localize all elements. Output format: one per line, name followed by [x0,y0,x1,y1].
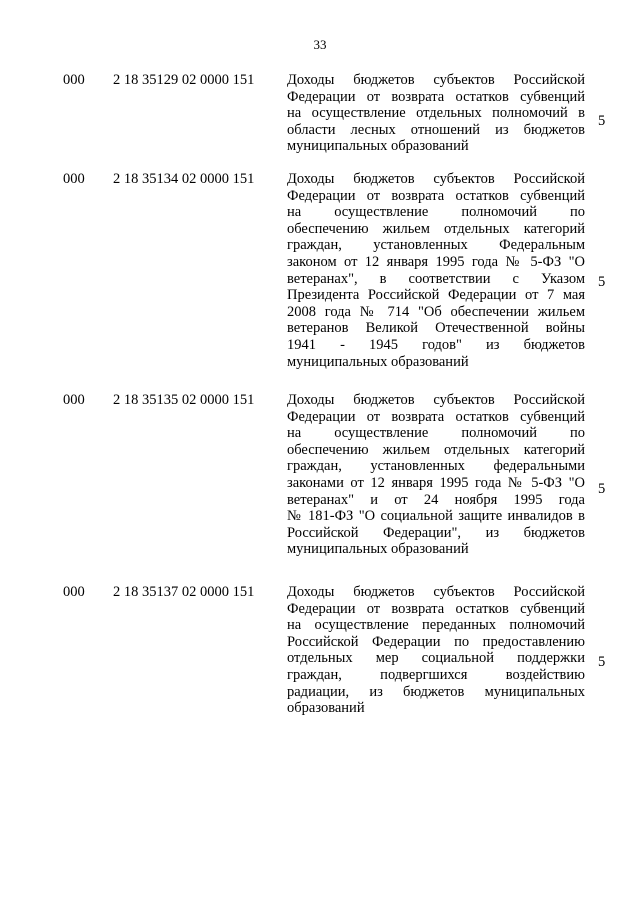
description-line: граждан, установленных Федеральным [287,237,585,254]
description-line: Российской Федерации", из бюджетов [287,524,585,541]
income-description [287,72,585,155]
description-line: отдельных мер социальной поддержки [287,650,585,667]
admin-code: 000 [63,584,85,600]
description-line: Федерации от возврата остатков субвенций [287,408,585,425]
income-description [287,392,585,558]
description-line: муниципальных образований [287,138,469,155]
description-line: Российской Федерации по предоставлению [287,633,585,650]
description-line: № 181-ФЗ "О социальной защите инвалидов в [287,508,585,525]
amount: 5 [598,274,606,290]
description-line: ветеранах" и от 24 ноября 1995 года [287,491,585,508]
description-line: законами от 12 января 1995 года № 5-ФЗ "О [287,474,585,491]
description-line: области лесных отношений из бюджетов [287,121,585,138]
description-line: на осуществление полномочий по [287,204,585,221]
amount: 5 [598,481,606,497]
description-line: образований [287,700,365,717]
description-line: муниципальных образований [287,541,469,558]
description-line: 1941 - 1945 годов" из бюджетов [287,336,585,353]
description-line: 2008 года № 714 "Об обеспечении жильем [287,303,585,320]
amount: 5 [598,113,606,129]
income-code: 2 18 35134 02 0000 151 [113,171,255,187]
amount: 5 [598,654,606,670]
description-line: на осуществление переданных полномочий [287,617,585,634]
description-line: на осуществление отдельных полномочий в [287,105,585,122]
description-line: Доходы бюджетов субъектов Российской [287,171,585,187]
income-code: 2 18 35135 02 0000 151 [113,392,255,408]
description-line: Доходы бюджетов субъектов Российской [287,584,585,600]
description-line: Президента Российской Федерации от 7 мая [287,287,585,304]
description-line: радиации, из бюджетов муниципальных [287,683,585,700]
description-line: обеспечению жильем отдельных категорий [287,220,585,237]
income-code: 2 18 35137 02 0000 151 [113,584,255,600]
page-number: 33 [313,37,327,52]
description-line: граждан, подвергшихся воздействию [287,666,585,683]
description-line: Федерации от возврата остатков субвенций [287,600,585,617]
description-line: законом от 12 января 1995 года № 5-ФЗ "О [287,253,585,270]
admin-code: 000 [63,392,85,408]
description-line: муниципальных образований [287,353,469,370]
admin-code: 000 [63,171,85,187]
description-line: Федерации от возврата остатков субвенций [287,187,585,204]
admin-code: 000 [63,72,85,88]
description-line: ветеранах", в соответствии с Указом [287,270,585,287]
description-line: Доходы бюджетов субъектов Российской [287,392,585,408]
description-line: ветеранов Великой Отечественной войны [287,320,585,337]
description-line: граждан, установленных федеральными [287,458,585,475]
description-line: на осуществление полномочий по [287,425,585,442]
income-description [287,171,585,370]
income-code: 2 18 35129 02 0000 151 [113,72,255,88]
description-line: Федерации от возврата остатков субвенций [287,88,585,105]
description-line: обеспечению жильем отдельных категорий [287,441,585,458]
income-description [287,584,585,717]
description-line: Доходы бюджетов субъектов Российской [287,72,585,88]
